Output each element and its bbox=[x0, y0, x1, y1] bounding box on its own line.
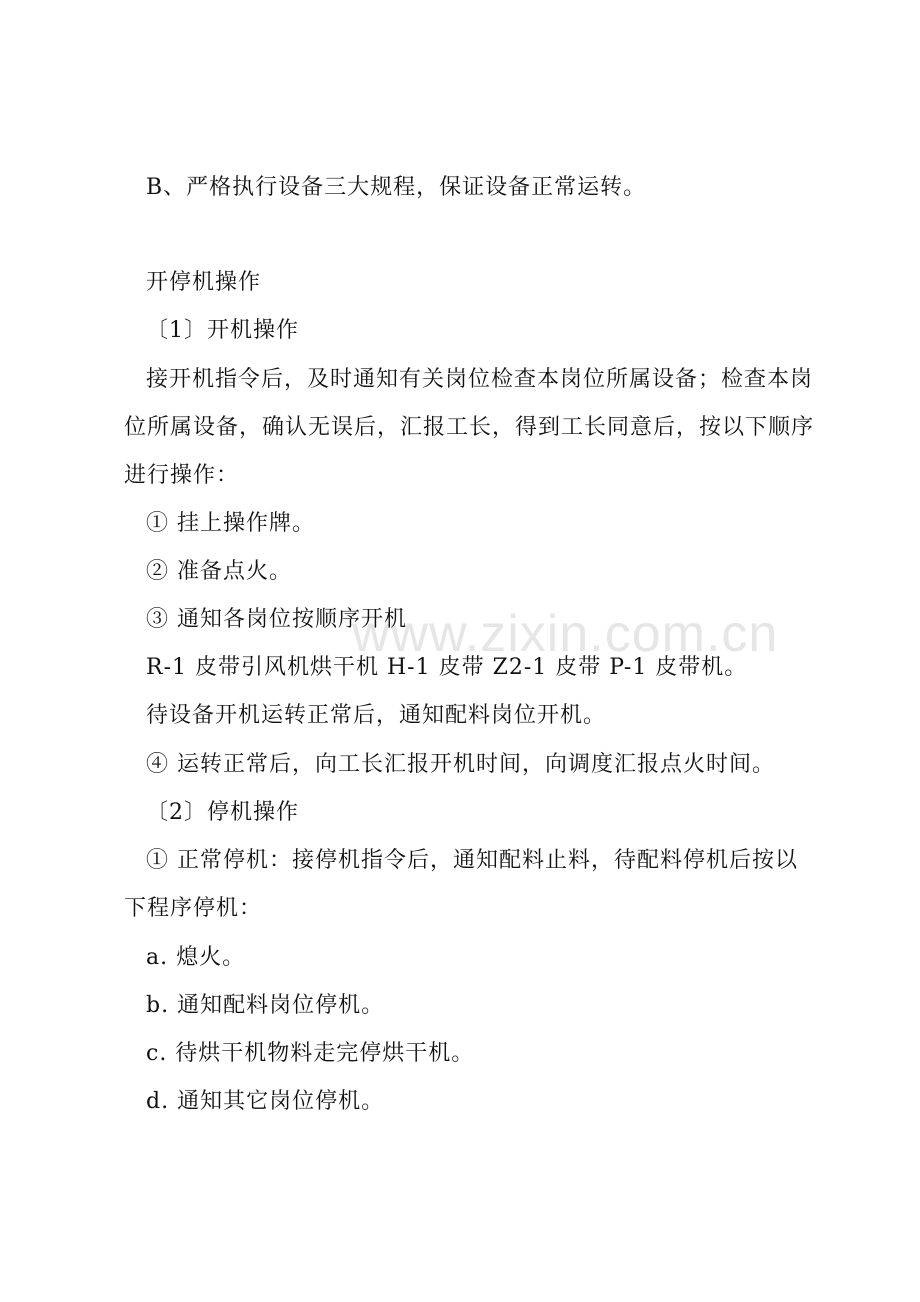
paragraph-line-2: 位所属设备，确认无误后，汇报工长，得到工长同意后，按以下顺序 bbox=[124, 415, 815, 440]
stop-item-1-line-2: 下程序停机： bbox=[124, 896, 263, 921]
stop-step-a: a. 熄火。 bbox=[146, 945, 246, 970]
subheading-stop-operation: 〔2〕停机操作 bbox=[146, 800, 299, 825]
stop-step-c: c. 待烘干机物料走完停烘干机。 bbox=[146, 1041, 475, 1066]
paragraph-line-1: 接开机指令后，及时通知有关岗位检查本岗位所属设备；检查本岗 bbox=[146, 367, 814, 392]
list-item-4: ④ 运转正常后，向工长汇报开机时间，向调度汇报点火时间。 bbox=[146, 752, 775, 777]
watermark-text: www.zixin.com.cn bbox=[352, 605, 779, 663]
stop-item-1-line-1: ① 正常停机：接停机指令后，通知配料止料，待配料停机后按以 bbox=[146, 848, 798, 873]
stop-step-b: b. 通知配料岗位停机。 bbox=[146, 993, 385, 1018]
paragraph-notify-batching: 待设备开机运转正常后，通知配料岗位开机。 bbox=[146, 703, 607, 728]
paragraph-line-3: 进行操作： bbox=[124, 463, 240, 488]
section-heading-start-stop: 开停机操作 bbox=[146, 270, 262, 295]
stop-step-d: d. 通知其它岗位停机。 bbox=[146, 1089, 385, 1114]
subheading-start-operation: 〔1〕开机操作 bbox=[146, 318, 299, 343]
list-item-3: ③ 通知各岗位按顺序开机 bbox=[146, 607, 407, 632]
paragraph-equipment-rules: B、严格执行设备三大规程，保证设备正常运转。 bbox=[146, 175, 647, 200]
list-item-1: ① 挂上操作牌。 bbox=[146, 511, 315, 536]
list-item-2: ② 准备点火。 bbox=[146, 559, 292, 584]
equipment-sequence: R-1 皮带引风机烘干机 H-1 皮带 Z2-1 皮带 P-1 皮带机。 bbox=[146, 655, 748, 680]
